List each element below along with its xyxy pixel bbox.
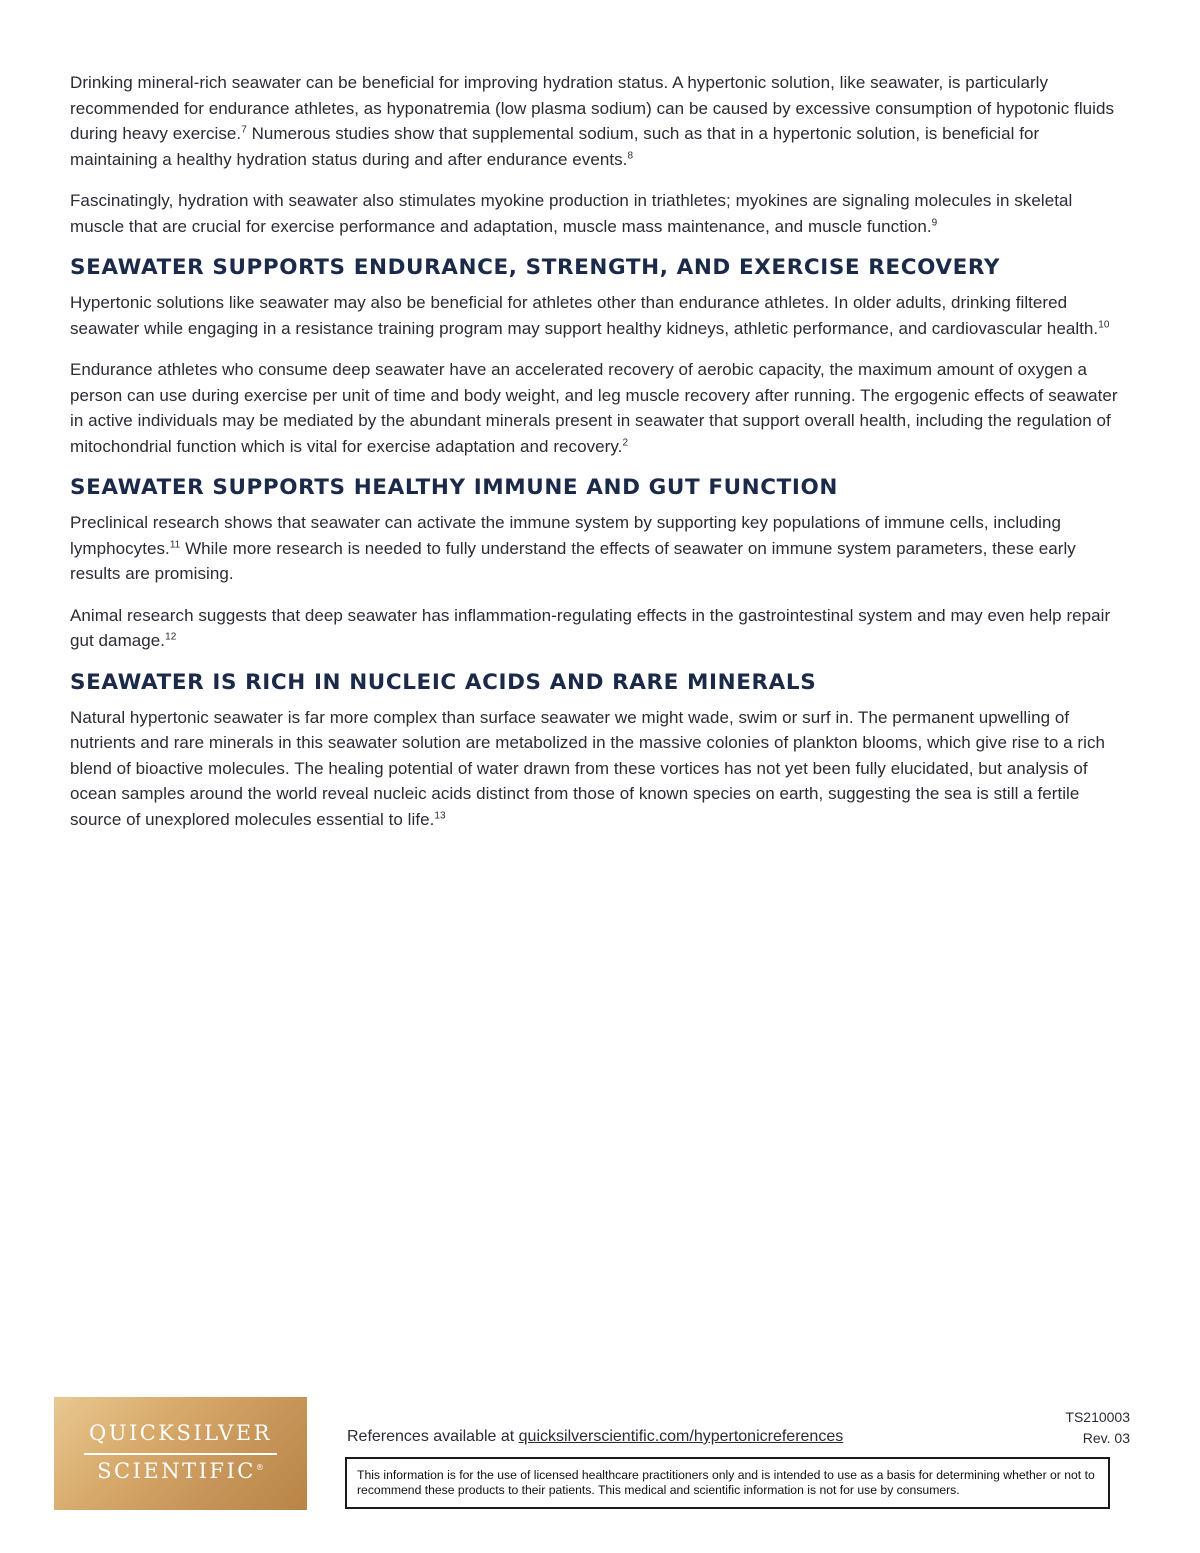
section-heading-immune: SEAWATER SUPPORTS HEALTHY IMMUNE AND GUT FUNCTION bbox=[70, 475, 838, 500]
section-heading-nucleic: SEAWATER IS RICH IN NUCLEIC ACIDS AND RARE MINERALS bbox=[70, 669, 817, 695]
intro-paragraph-1 bbox=[70, 70, 1130, 172]
references-prefix: References available at bbox=[347, 1428, 519, 1445]
citation-ref: 13 bbox=[434, 809, 446, 821]
logo-line2 bbox=[54, 1459, 307, 1483]
paragraph-text: Hypertonic solutions like seawater may also be beneficial for athletes other than endurance athletes. In older adults, drinking filtered seawater while engaging in a resistance training program may support healthy kidneys, athletic performance, and cardiovascular health. bbox=[70, 293, 1099, 338]
immune-paragraph-1 bbox=[70, 510, 1130, 587]
citation-ref: 7 bbox=[241, 124, 247, 136]
paragraph-text: While more research is needed to fully understand the effects of seawater on immune system parameters, these early results are promising. bbox=[70, 538, 1076, 583]
endurance-paragraph-2 bbox=[70, 357, 1130, 459]
paragraph-text: Numerous studies show that supplemental sodium, such as that in a hypertonic solution, is beneficial for maintaining a healthy hydration status during and after endurance events. bbox=[70, 124, 1040, 169]
citation-ref: 10 bbox=[1098, 318, 1110, 330]
main-content bbox=[70, 70, 1130, 848]
registered-mark: ® bbox=[255, 1463, 264, 1472]
disclaimer-box bbox=[345, 1457, 1110, 1509]
citation-ref: 8 bbox=[627, 149, 634, 161]
disclaimer-text: This information is for the use of licensed healthcare practitioners only and is intended to use as a basis for determining whether or not to recommend these products to their patients. This medical and scientific information is not for use by consumers. bbox=[357, 1467, 1095, 1497]
doc-code: TS210003 bbox=[1065, 1409, 1130, 1425]
intro-paragraph-2 bbox=[70, 188, 1130, 239]
citation-ref: 2 bbox=[622, 436, 629, 448]
logo-divider bbox=[84, 1453, 277, 1455]
paragraph-text: Endurance athletes who consume deep seawater have an accelerated recovery of aerobic capacity, the maximum amount of oxygen a person can use during exercise per unit of time and body weight, and leg muscle recovery after running. The ergogenic effects of seawater in active individuals may be mediated by the abundant minerals present in seawater that support overall health, including the regulation of mitochondrial function which is vital for exercise adaptation and recovery. bbox=[70, 360, 1118, 456]
citation-ref: 9 bbox=[931, 216, 938, 228]
document-code bbox=[1065, 1407, 1130, 1449]
references-line bbox=[347, 1428, 843, 1446]
paragraph-text: Fascinatingly, hydration with seawater also stimulates myokine production in triathletes; myokines are signaling molecules in skeletal muscle that are crucial for exercise performance and adaptation, muscle mass maintenance, and muscle function. bbox=[70, 191, 1073, 236]
paragraph-text: Animal research suggests that deep seawater has inflammation-regulating effects in the gastrointestinal system and may even help repair gut damage. bbox=[70, 605, 1111, 650]
paragraph-text: Preclinical research shows that seawater can activate the immune system by supporting key populations of immune cells, including lymphocytes. bbox=[70, 513, 1061, 558]
section-heading-endurance: SEAWATER SUPPORTS ENDURANCE, STRENGTH, AND EXERCISE RECOVERY bbox=[70, 255, 1001, 280]
logo-line2-text: SCIENTIFIC bbox=[97, 1459, 256, 1483]
citation-ref: 12 bbox=[165, 631, 177, 643]
paragraph-text: Natural hypertonic seawater is far more complex than surface seawater we might wade, swim or surf in. The permanent upwelling of nutrients and rare minerals in this seawater solution are metabolized in the massive colonies of plankton blooms, which give rise to a rich blend of bioactive molecules. The healing potential of water drawn from these vortices has not yet been fully elucidated, but analysis of ocean samples around the world reveal nucleic acids distinct from those of known species on earth, suggesting the sea is still a fertile source of unexplored molecules essential to life. bbox=[70, 707, 1106, 829]
endurance-paragraph-1 bbox=[70, 290, 1130, 341]
references-link[interactable]: quicksilverscientific.com/hypertonicreferences bbox=[518, 1428, 844, 1445]
revision-label: Rev. 03 bbox=[1082, 1430, 1130, 1446]
citation-ref: 11 bbox=[169, 538, 181, 550]
immune-paragraph-2 bbox=[70, 603, 1130, 654]
nucleic-paragraph-1 bbox=[70, 705, 1130, 833]
logo-line1: QUICKSILVER bbox=[89, 1421, 272, 1445]
quicksilver-logo bbox=[54, 1397, 307, 1510]
paragraph-text: Drinking mineral-rich seawater can be beneficial for improving hydration status. A hypertonic solution, like seawater, is particularly recommended for endurance athletes, as hyponatremia (low plasma sodium) can be caused by excessive consumption of hypotonic fluids during heavy exercise. bbox=[70, 73, 1115, 143]
